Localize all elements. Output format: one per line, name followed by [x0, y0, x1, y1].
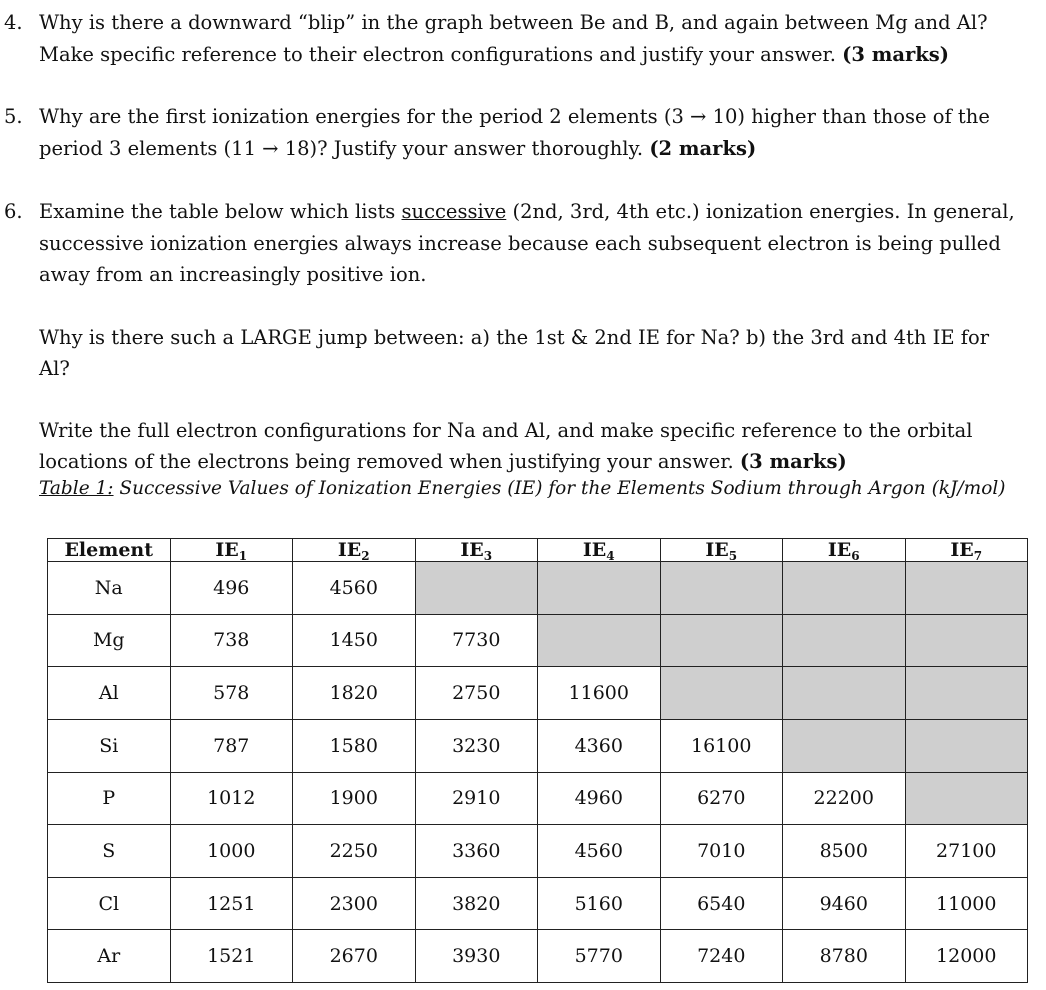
empty-cell	[783, 562, 906, 615]
ie-value-cell: 1012	[170, 772, 293, 825]
element-cell: Al	[48, 667, 171, 720]
ie-value-cell: 7730	[415, 614, 538, 667]
empty-cell	[783, 667, 906, 720]
empty-cell	[660, 667, 783, 720]
table-row	[48, 772, 1028, 825]
element-cell: S	[48, 825, 171, 878]
empty-cell	[660, 562, 783, 615]
ie-value-cell: 12000	[905, 930, 1028, 983]
table-row	[48, 667, 1028, 720]
table-row	[48, 562, 1028, 615]
table-row	[48, 930, 1028, 983]
question-number: 6.	[4, 200, 23, 223]
empty-cell	[415, 562, 538, 615]
ie-value-cell: 4960	[538, 772, 661, 825]
ie-value-cell: 3930	[415, 930, 538, 983]
question-paragraph-2: Why is there such a LARGE jump between: a) the 1st & 2nd IE for Na? b) the 3rd and 4th IE for Al?	[39, 325, 990, 380]
element-cell: Ar	[48, 930, 171, 983]
underlined-word: successive	[401, 200, 507, 223]
header-ie-2: $IE_2$	[293, 539, 416, 562]
question-paragraph-1: Examine the table below which lists successive (2nd, 3rd, 4th etc.) ionization energies. In general, successive ionization energies always increase because each subsequent electron is being pulled away from an increasingly positive ion.	[39, 200, 1015, 286]
ie-value-cell: 3360	[415, 825, 538, 878]
header-ie-7: $IE_7$	[905, 539, 1028, 562]
ie-value-cell: 787	[170, 719, 293, 772]
table-header-row	[48, 539, 1028, 562]
empty-cell	[905, 562, 1028, 615]
empty-cell	[783, 614, 906, 667]
empty-cell	[905, 772, 1028, 825]
header-element: Element	[48, 539, 171, 562]
ie-value-cell: 3230	[415, 719, 538, 772]
ie-value-cell: 1580	[293, 719, 416, 772]
ie-value-cell: 738	[170, 614, 293, 667]
ie-value-cell: 7010	[660, 825, 783, 878]
ie-value-cell: 1820	[293, 667, 416, 720]
header-ie-1: $IE_1$	[170, 539, 293, 562]
ie-value-cell: 11000	[905, 877, 1028, 930]
element-cell: Na	[48, 562, 171, 615]
header-ie-6: $IE_6$	[783, 539, 906, 562]
ie-value-cell: 1521	[170, 930, 293, 983]
ie-value-cell: 1900	[293, 772, 416, 825]
ie-value-cell: 5770	[538, 930, 661, 983]
ionization-energy-table	[47, 538, 1028, 983]
header-ie-3: $IE_3$	[415, 539, 538, 562]
marks-label: (2 marks)	[649, 136, 757, 160]
question-number: 4.	[4, 11, 23, 34]
empty-cell	[538, 562, 661, 615]
empty-cell	[905, 667, 1028, 720]
empty-cell	[538, 614, 661, 667]
ie-value-cell: 7240	[660, 930, 783, 983]
marks-label: (3 marks)	[739, 450, 847, 473]
ie-value-cell: 2750	[415, 667, 538, 720]
ie-value-cell: 1251	[170, 877, 293, 930]
table-caption: Table 1: Successive Values of Ionization Energies (IE) for the Elements Sodium through Argon (kJ/mol)	[39, 478, 1006, 499]
question-number: 5.	[4, 105, 23, 128]
ie-value-cell: 5160	[538, 877, 661, 930]
ie-value-cell: 6540	[660, 877, 783, 930]
ie-value-cell: 4560	[293, 562, 416, 615]
ie-value-cell: 22200	[783, 772, 906, 825]
table-row	[48, 877, 1028, 930]
ie-value-cell: 496	[170, 562, 293, 615]
empty-cell	[783, 719, 906, 772]
ie-value-cell: 3820	[415, 877, 538, 930]
ie-value-cell: 8500	[783, 825, 906, 878]
ie-value-cell: 16100	[660, 719, 783, 772]
ie-value-cell: 2910	[415, 772, 538, 825]
empty-cell	[905, 719, 1028, 772]
ie-value-cell: 1000	[170, 825, 293, 878]
table-row	[48, 614, 1028, 667]
header-ie-5: $IE_5$	[660, 539, 783, 562]
ie-value-cell: 8780	[783, 930, 906, 983]
ie-value-cell: 6270	[660, 772, 783, 825]
ie-value-cell: 11600	[538, 667, 661, 720]
question-text: Why is there a downward “blip” in the graph between Be and B, and again between Mg and Al? Make specific reference to their electron configurations and justify your answer. (3 marks)	[39, 11, 988, 66]
marks-label: (3 marks)	[842, 42, 949, 66]
element-cell: Cl	[48, 877, 171, 930]
ie-value-cell: 9460	[783, 877, 906, 930]
element-cell: Mg	[48, 614, 171, 667]
ie-value-cell: 2300	[293, 877, 416, 930]
ie-value-cell: 2250	[293, 825, 416, 878]
question-text: Why are the first ionization energies for the period 2 elements (3 → 10) higher than those of the period 3 elements (11 → 18)? Justify your answer thoroughly. (2 marks)	[39, 105, 990, 160]
header-ie-4: $IE_4$	[538, 539, 661, 562]
ie-value-cell: 2670	[293, 930, 416, 983]
table-row	[48, 825, 1028, 878]
table-row	[48, 719, 1028, 772]
element-cell: P	[48, 772, 171, 825]
question-paragraph-3: Write the full electron configurations for Na and Al, and make specific reference to the orbital locations of the electrons being removed when justifying your answer. (3 marks)	[39, 418, 973, 473]
ie-value-cell: 4560	[538, 825, 661, 878]
empty-cell	[905, 614, 1028, 667]
ie-value-cell: 27100	[905, 825, 1028, 878]
element-cell: Si	[48, 719, 171, 772]
ie-value-cell: 1450	[293, 614, 416, 667]
ie-value-cell: 4360	[538, 719, 661, 772]
empty-cell	[660, 614, 783, 667]
ie-value-cell: 578	[170, 667, 293, 720]
